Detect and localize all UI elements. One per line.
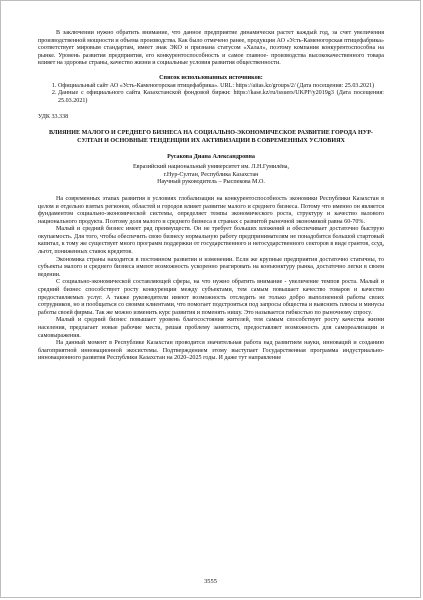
reference-item: 2. Данные с официального сайта Казахстанской фондовой биржи: https://kase.kz/ru/issuers/UKPF/y2019g3 (Дата посещения: 25.03.2021)	[58, 90, 384, 105]
body-paragraph: Экономика страны находится в постоянном развитии и изменении. Если же крупные предприятия достаточно статичны, то субъекты малого и среднего бизнеса имеют возможность ускоренно реагировать на конъюнктуру рынка, достаточно легки в своем ведении.	[38, 256, 384, 278]
author-affiliation: Евразийский национальный университет им. Л.Н.Гумилёва,	[132, 164, 290, 171]
page-number: 3555	[204, 578, 217, 585]
body-paragraph: На данный момент в Республике Казахстан проводится значительная работа над развитием науки, инноваций и созданию благоприятной инновационной экосистемы. Подтверждением этому выступает Государственная программа индустриально-инновационного развития Республики Казахстан на 2020–2025 годы. И даже тут направление	[38, 340, 384, 362]
body-paragraph: Малый и средний бизнес повышает уровень благосостояния жителей, тем самым способствует росту качества жизни населения, предлагает новые рабочие места, решая проблему занятости, предоставляет возможность для самореализации и самовыражения.	[38, 317, 384, 339]
article-body	[38, 196, 384, 363]
references-heading: Список использованных источников:	[159, 74, 263, 81]
body-paragraph: С социально-экономической составляющей сферы, на что нужно обратить внимание - увеличение темпов роста. Малый и средний бизнес способствует росту конкуренции между субъектами, тем самым повышает качество товаров и качество предоставляемых услуг. А также руководители имеют возможность отследить не только добро выполненной работы своих сотрудников, но и пообщаться со своими клиентами, что помогает подстроиться под запросы общества и выяснить плюсы и минусы работы своей фирмы. Так же можно изменить курс развития и поменять нишу. Это называется гибкостью по рыночному спросу.	[38, 279, 384, 316]
author-name: Русакова Диана Александровна	[167, 153, 255, 160]
intro-paragraph: В заключении нужно обратить внимание, что данное предприятие динамически растет каждый год, за счет увеличения производственной мощности и объема производства. Как было отмечено ранее, продукция АО «Усть-Каменогорская птицефабрика» соответствует мировым стандартам, имеет знак ЭКО и признана статусом «Халал», поэтому компания конкурентоспособна на рынке. Уровень развития предприятия, его конкурентоспособность и самое главное- производства высококачественного товара влияет на здоровье страны, качество жизни и социальные условия развития общественности.	[38, 30, 384, 67]
references-list	[38, 83, 384, 106]
udc-code: УДК 33.338	[38, 114, 69, 121]
reference-item: 1. Официальный сайт АО «Усть-Каменогорская птицефабрика». URL: https://aitas.kz/groups/2/ (Дата посещения: 25.03.2021)	[58, 83, 384, 91]
article-title: ВЛИЯНИЕ МАЛОГО И СРЕДНЕГО БИЗНЕСА НА СОЦИАЛЬНО-ЭКОНОМИЧЕСКОЕ РАЗВИТИЕ ГОРОДА НУР-СУЛТАН И ОСНОВНЫЕ ТЕНДЕНЦИИ ИХ АКТИВИЗАЦИИ В СОВРЕМЕННЫХ УСЛОВИЯХ	[49, 129, 373, 144]
supervisor: Научный руководитель – Рыспекова М.О.	[157, 179, 265, 186]
author-city: г.Нур-Султан, Республика Казахстан	[163, 171, 259, 178]
body-paragraph: Малый и средний бизнес имеет ряд преимуществ. Он не требует больших вложений и обеспечивает достаточно быструю окупаемость. Для того, чтобы обеспечить свою бизнесу нормальную работу предпринимателям не понадобится большой стартовый капитал, к тому же существует много программ поддержки от государственного и негосударственного секторов в виде грантов, ссуд, льгот, пониженных ставок кредитов.	[38, 226, 384, 256]
page-content	[38, 30, 384, 363]
author-block	[38, 154, 384, 187]
body-paragraph: На современных этапах развития в условиях глобализации на конкурентоспособность экономики Республики Казахстан в целом и отдельно взятых регионов, областей и городов влияет развитие малого и среднего бизнеса. Потому что именно он является фундаментом социально-экономической системы, определяет темпы экономического роста, структуру и качество валового национального продукта. Поэтому доля малого и среднего бизнеса в странах с развитой рыночной экономикой равна 60-70%.	[38, 195, 384, 225]
